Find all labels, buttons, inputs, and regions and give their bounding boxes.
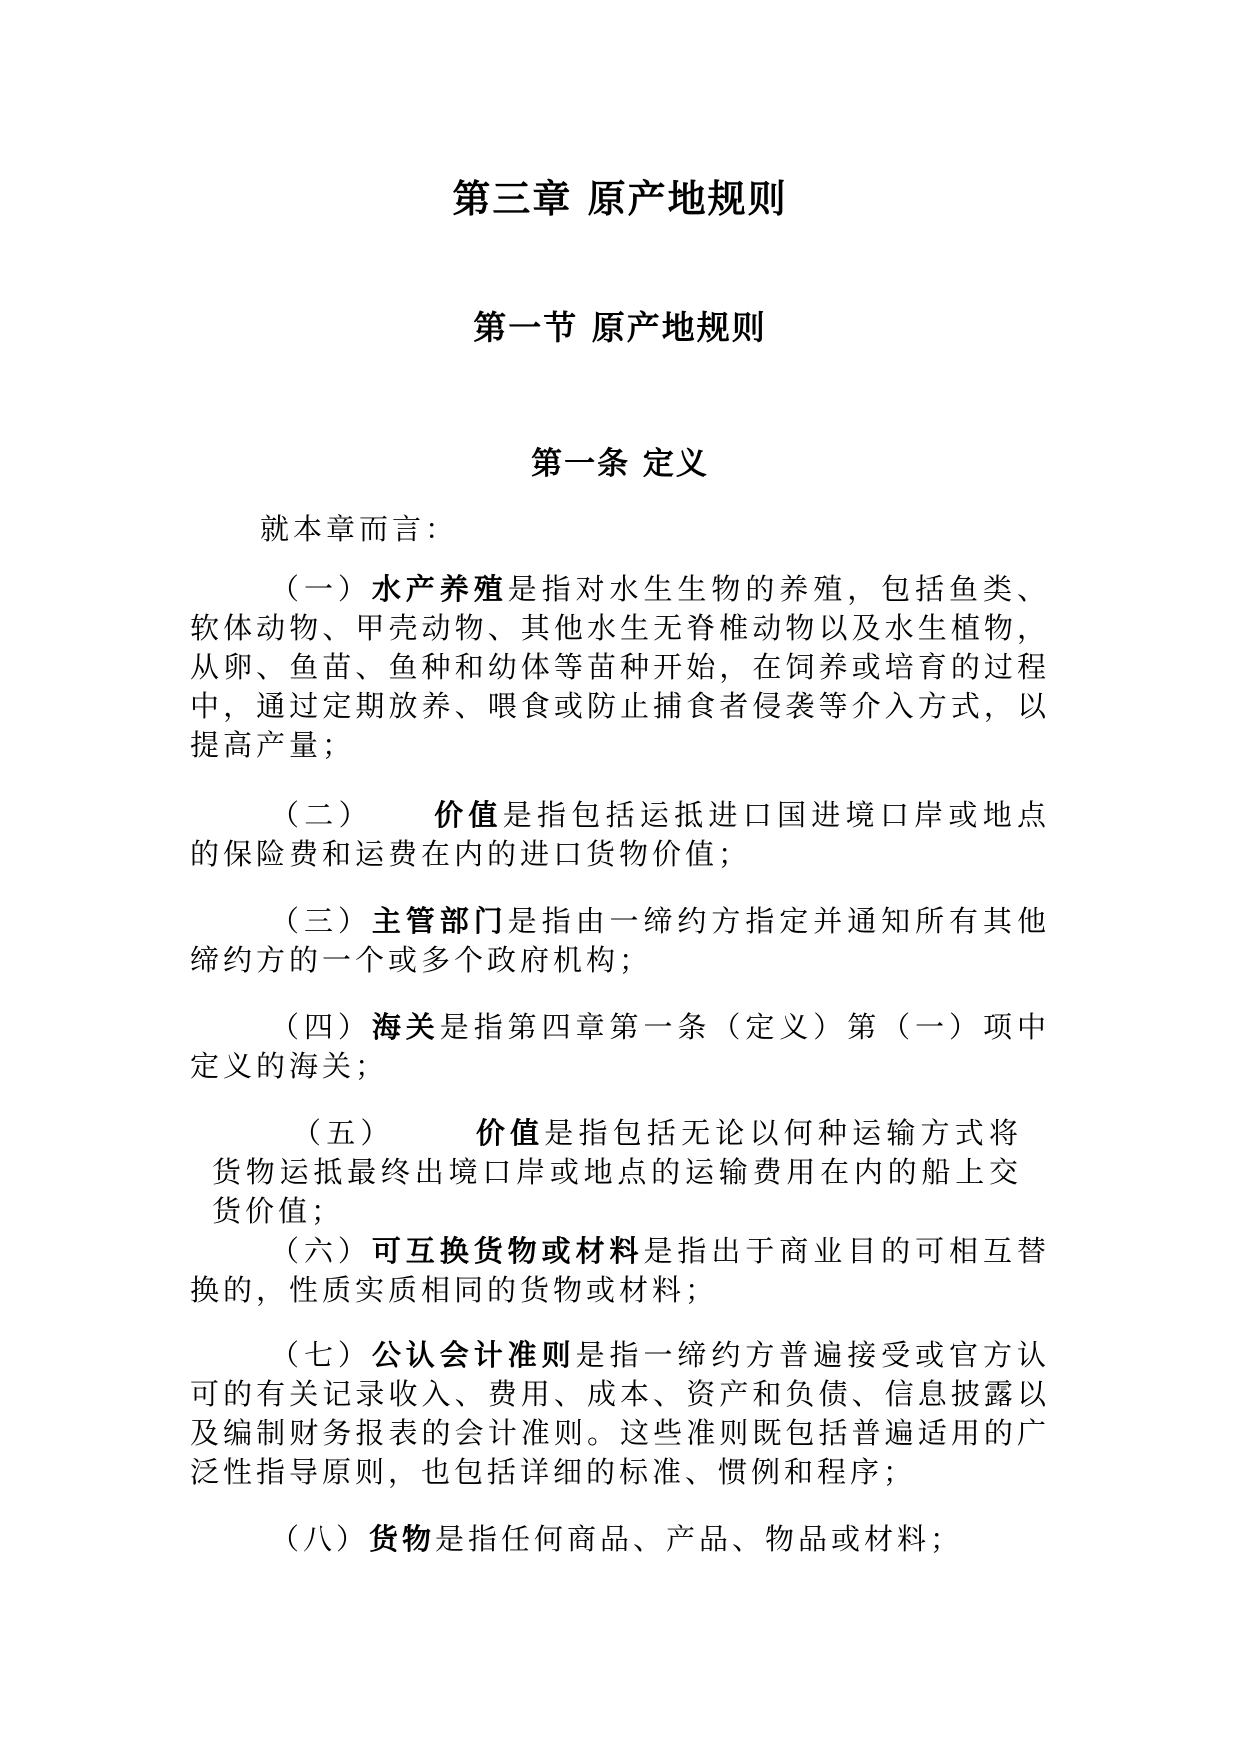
chapter-title: 第三章 原产地规则	[452, 177, 788, 221]
definition-item	[190, 1520, 1050, 1559]
defined-term: 公认会计准则	[371, 1338, 576, 1372]
definition-text: 是指一缔约方普遍接受或官方认可的有关记录收入、费用、成本、资产和负债、信息披露以及编制财务报表的会计准则。这些准则既包括普遍适用的广泛性指导原则，也包括详细的标准、惯例和程序；	[190, 1338, 1050, 1489]
definition-item	[190, 570, 1050, 765]
definition-item	[190, 796, 1050, 874]
item-number: （三）	[270, 904, 372, 938]
item-number: （一）	[270, 572, 372, 606]
definition-text: 是指出于商业目的可相互替换的，性质实质相同的货物或材料；	[190, 1234, 1050, 1307]
item-number: （七）	[270, 1338, 372, 1372]
definition-text: 是指由一缔约方指定并通知所有其他缔约方的一个或多个政府机构；	[190, 904, 1050, 977]
item-number: （五）	[292, 1116, 395, 1150]
item-number: （四）	[270, 1010, 372, 1044]
defined-term: 水产养殖	[371, 572, 508, 606]
definition-text: 是指包括运抵进口国进境口岸或地点的保险费和运费在内的进口货物价值；	[190, 798, 1050, 871]
definition-item	[212, 1114, 1022, 1231]
item-number: （八）	[270, 1522, 370, 1556]
definition-text: 是指第四章第一条（定义）第（一）项中定义的海关；	[190, 1010, 1050, 1083]
definition-text: 是指包括无论以何种运输方式将货物运抵最终出境口岸或地点的运输费用在内的船上交货价值；	[212, 1116, 1022, 1228]
definition-text: 是指任何商品、产品、物品或材料；	[435, 1522, 964, 1556]
definition-item	[190, 1008, 1050, 1086]
item-number: （二）	[270, 798, 373, 832]
defined-term: 可互换货物或材料	[371, 1234, 644, 1268]
intro-paragraph: 就本章而言：	[260, 512, 459, 546]
defined-term: 货物	[369, 1522, 436, 1556]
defined-term: 价值	[474, 1116, 545, 1150]
defined-term: 价值	[432, 798, 503, 832]
section-title: 第一节 原产地规则	[473, 308, 767, 347]
definition-text: 是指对水生生物的养殖，包括鱼类、软体动物、甲壳动物、其他水生无脊椎动物以及水生植物，从卵、鱼苗、鱼种和幼体等苗种开始，在饲养或培育的过程中，通过定期放养、喂食或防止捕食者侵袭等介入方式，以提高产量；	[190, 572, 1050, 762]
definition-item	[190, 902, 1050, 980]
definition-item	[190, 1336, 1050, 1492]
item-number: （六）	[270, 1234, 372, 1268]
definition-item	[190, 1232, 1050, 1310]
defined-term: 主管部门	[371, 904, 508, 938]
defined-term: 海关	[371, 1010, 440, 1044]
article-title: 第一条 定义	[531, 446, 709, 482]
